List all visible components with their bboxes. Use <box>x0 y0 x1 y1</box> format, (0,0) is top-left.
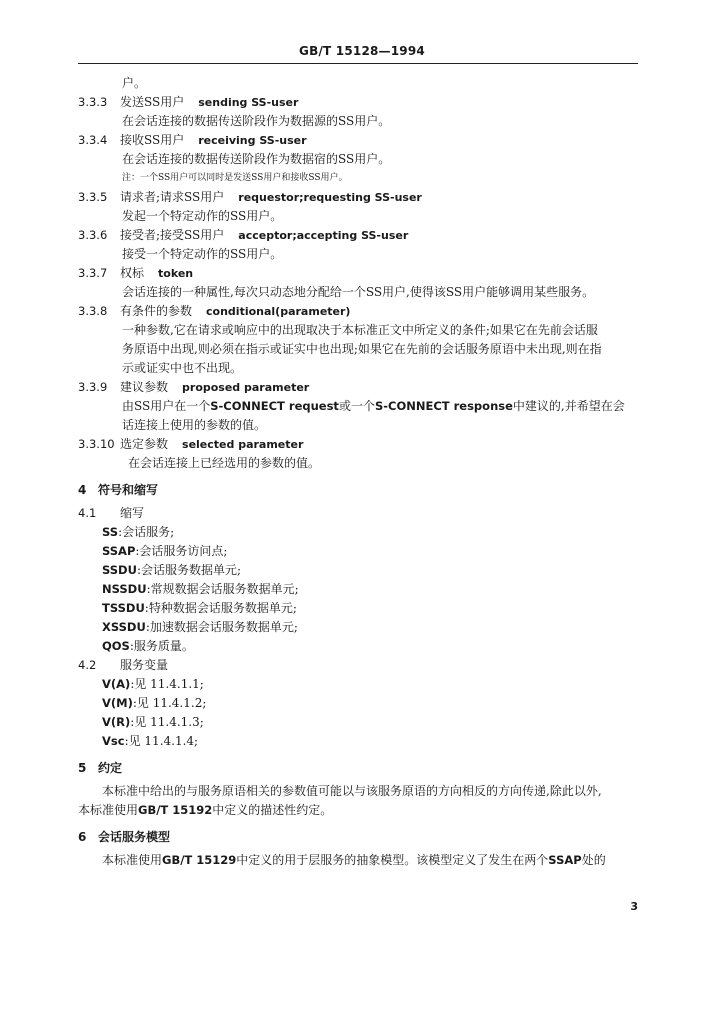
term-cn: 选定参数 <box>120 437 169 451</box>
list-item <box>78 637 640 656</box>
list-item-text: :特种数据会话服务数据单元; <box>144 601 297 615</box>
list-item-text: :服务质量。 <box>129 639 194 653</box>
list-item-text: :常规数据会话服务数据单元; <box>146 582 299 596</box>
primitive-name: S-CONNECT request <box>210 399 339 413</box>
para-text: 处的 <box>581 853 606 867</box>
term-number: 3.3.9 <box>78 380 108 394</box>
term-3-3-8 <box>78 302 640 321</box>
abbreviation-list <box>78 523 640 656</box>
term-en: receiving SS-user <box>198 134 307 147</box>
subsection-title: 缩写 <box>120 506 145 520</box>
list-item-abbr: QOS <box>102 639 130 653</box>
term-en: acceptor;accepting SS-user <box>238 229 409 242</box>
term-en: conditional(parameter) <box>206 305 351 318</box>
page-body <box>78 74 640 870</box>
section-6-heading <box>78 828 640 847</box>
term-definition-line-3: 示或证实中也不出现。 <box>122 361 243 375</box>
term-en: token <box>158 267 194 280</box>
subsection-number: 4.2 <box>78 658 97 672</box>
section-title: 符号和缩写 <box>98 483 159 497</box>
standard-ref: GB/T 15192 <box>138 803 213 817</box>
term-note: 注：一个SS用户可以同时是发送SS用户和接收SS用户。 <box>122 173 348 183</box>
list-item <box>78 542 640 561</box>
list-item-text: :会话服务数据单元; <box>136 563 242 577</box>
list-item-text: :见 11.4.1.4; <box>124 734 199 748</box>
list-item <box>78 675 640 694</box>
list-item <box>78 561 640 580</box>
term-number: 3.3.5 <box>78 190 108 204</box>
term-3-3-4 <box>78 131 640 150</box>
page-number: 3 <box>630 900 638 913</box>
term-number: 3.3.4 <box>78 133 108 147</box>
para-text: 中定义的用于层服务的抽象模型。该模型定义了发生在两个 <box>236 853 549 867</box>
list-item-text: :见 11.4.1.2; <box>132 696 207 710</box>
term-3-3-7 <box>78 264 640 283</box>
list-item-abbr: SSAP <box>102 544 136 558</box>
def-text: 由SS用户在一个 <box>122 399 211 413</box>
list-item-abbr: SS <box>102 525 119 539</box>
list-item <box>78 694 640 713</box>
section-number: 4 <box>78 483 87 497</box>
list-item-text: :加速数据会话服务数据单元; <box>145 620 298 634</box>
term-definition: 在会话连接的数据传送阶段作为数据源的SS用户。 <box>122 114 391 128</box>
section-number: 6 <box>78 830 87 844</box>
term-3-3-10 <box>78 435 640 454</box>
def-text: 或一个 <box>338 399 375 413</box>
term-definition-line-2: 话连接上使用的参数的值。 <box>122 418 267 432</box>
term-cn: 请求者;请求SS用户 <box>120 190 225 204</box>
term-en: proposed parameter <box>182 381 310 394</box>
term-cn: 权标 <box>120 266 145 280</box>
list-item-text: :会话服务访问点; <box>135 544 228 558</box>
list-item-abbr: XSSDU <box>102 620 146 634</box>
header-rule <box>78 63 638 64</box>
term-number: 3.3.8 <box>78 304 108 318</box>
section-number: 5 <box>78 761 87 775</box>
abbr-ref: SSAP <box>548 853 582 867</box>
section-4-heading <box>78 481 640 500</box>
list-item-text: :见 11.4.1.1; <box>130 677 204 691</box>
section-title: 约定 <box>98 761 123 775</box>
list-item-abbr: V(A) <box>102 677 131 691</box>
term-definition-line-2: 务原语中出现,则必须在指示或证实中也出现;如果它在先前的会话服务原语中未出现,则在指 <box>122 342 602 356</box>
list-item-abbr: NSSDU <box>102 582 147 596</box>
section-6-paragraph-line-1 <box>78 851 640 870</box>
list-item-abbr: SSDU <box>102 563 137 577</box>
term-cn: 接收SS用户 <box>120 133 185 147</box>
section-5-paragraph-line-1: 本标准中给出的与服务原语相关的参数值可能以与该服务原语的方向相反的方向传递,除此以外, <box>102 784 602 798</box>
list-item <box>78 523 640 542</box>
term-en: sending SS-user <box>198 96 299 109</box>
term-3-3-3 <box>78 93 640 112</box>
list-item <box>78 732 640 751</box>
term-number: 3.3.3 <box>78 95 108 109</box>
section-5-paragraph-line-2 <box>78 801 640 820</box>
term-cn: 有条件的参数 <box>120 304 193 318</box>
para-text: 中定义的描述性约定。 <box>212 803 333 817</box>
term-number: 3.3.7 <box>78 266 108 280</box>
para-text: 本标准使用 <box>78 803 139 817</box>
term-number: 3.3.6 <box>78 228 108 242</box>
para-text: 本标准使用 <box>102 853 163 867</box>
section-5-heading <box>78 759 640 778</box>
term-definition-line-1 <box>78 397 640 416</box>
term-definition: 在会话连接上已经选用的参数的值。 <box>128 456 321 470</box>
section-title: 会话服务模型 <box>98 830 171 844</box>
list-item-text: :见 11.4.1.3; <box>130 715 204 729</box>
term-cn: 建议参数 <box>120 380 169 394</box>
term-3-3-5 <box>78 188 640 207</box>
term-cn: 接受者;接受SS用户 <box>120 228 225 242</box>
term-en: requestor;requesting SS-user <box>238 191 422 204</box>
subsection-4-2-heading <box>78 656 640 675</box>
service-variable-list <box>78 675 640 751</box>
subsection-title: 服务变量 <box>120 658 169 672</box>
term-cn: 发送SS用户 <box>120 95 185 109</box>
list-item <box>78 599 640 618</box>
term-definition-line-1: 一种参数,它在请求或响应中的出现取决于本标准正文中所定义的条件;如果它在先前会话服 <box>122 323 598 337</box>
def-text: 中建议的,并希望在会 <box>512 399 625 413</box>
subsection-4-1-heading <box>78 504 640 523</box>
term-en: selected parameter <box>182 438 304 451</box>
list-item-text: :会话服务; <box>118 525 175 539</box>
list-item <box>78 580 640 599</box>
term-definition: 发起一个特定动作的SS用户。 <box>122 209 283 223</box>
term-3-3-9 <box>78 378 640 397</box>
term-definition: 会话连接的一种属性,每次只动态地分配给一个SS用户,使得该SS用户能够调用某些服务。 <box>122 285 595 299</box>
list-item-abbr: V(R) <box>102 715 131 729</box>
primitive-name: S-CONNECT response <box>374 399 513 413</box>
term-definition: 在会话连接的数据传送阶段作为数据宿的SS用户。 <box>122 152 391 166</box>
term-number: 3.3.10 <box>78 437 115 451</box>
list-item-abbr: Vsc <box>102 734 125 748</box>
list-item-abbr: V(M) <box>102 696 133 710</box>
term-definition: 接受一个特定动作的SS用户。 <box>122 247 283 261</box>
continuation-line: 户。 <box>122 76 147 90</box>
list-item-abbr: TSSDU <box>102 601 145 615</box>
page-header: GB/T 15128—1994 <box>299 44 425 58</box>
list-item <box>78 618 640 637</box>
term-3-3-6 <box>78 226 640 245</box>
standard-ref: GB/T 15129 <box>162 853 237 867</box>
list-item <box>78 713 640 732</box>
subsection-number: 4.1 <box>78 506 97 520</box>
